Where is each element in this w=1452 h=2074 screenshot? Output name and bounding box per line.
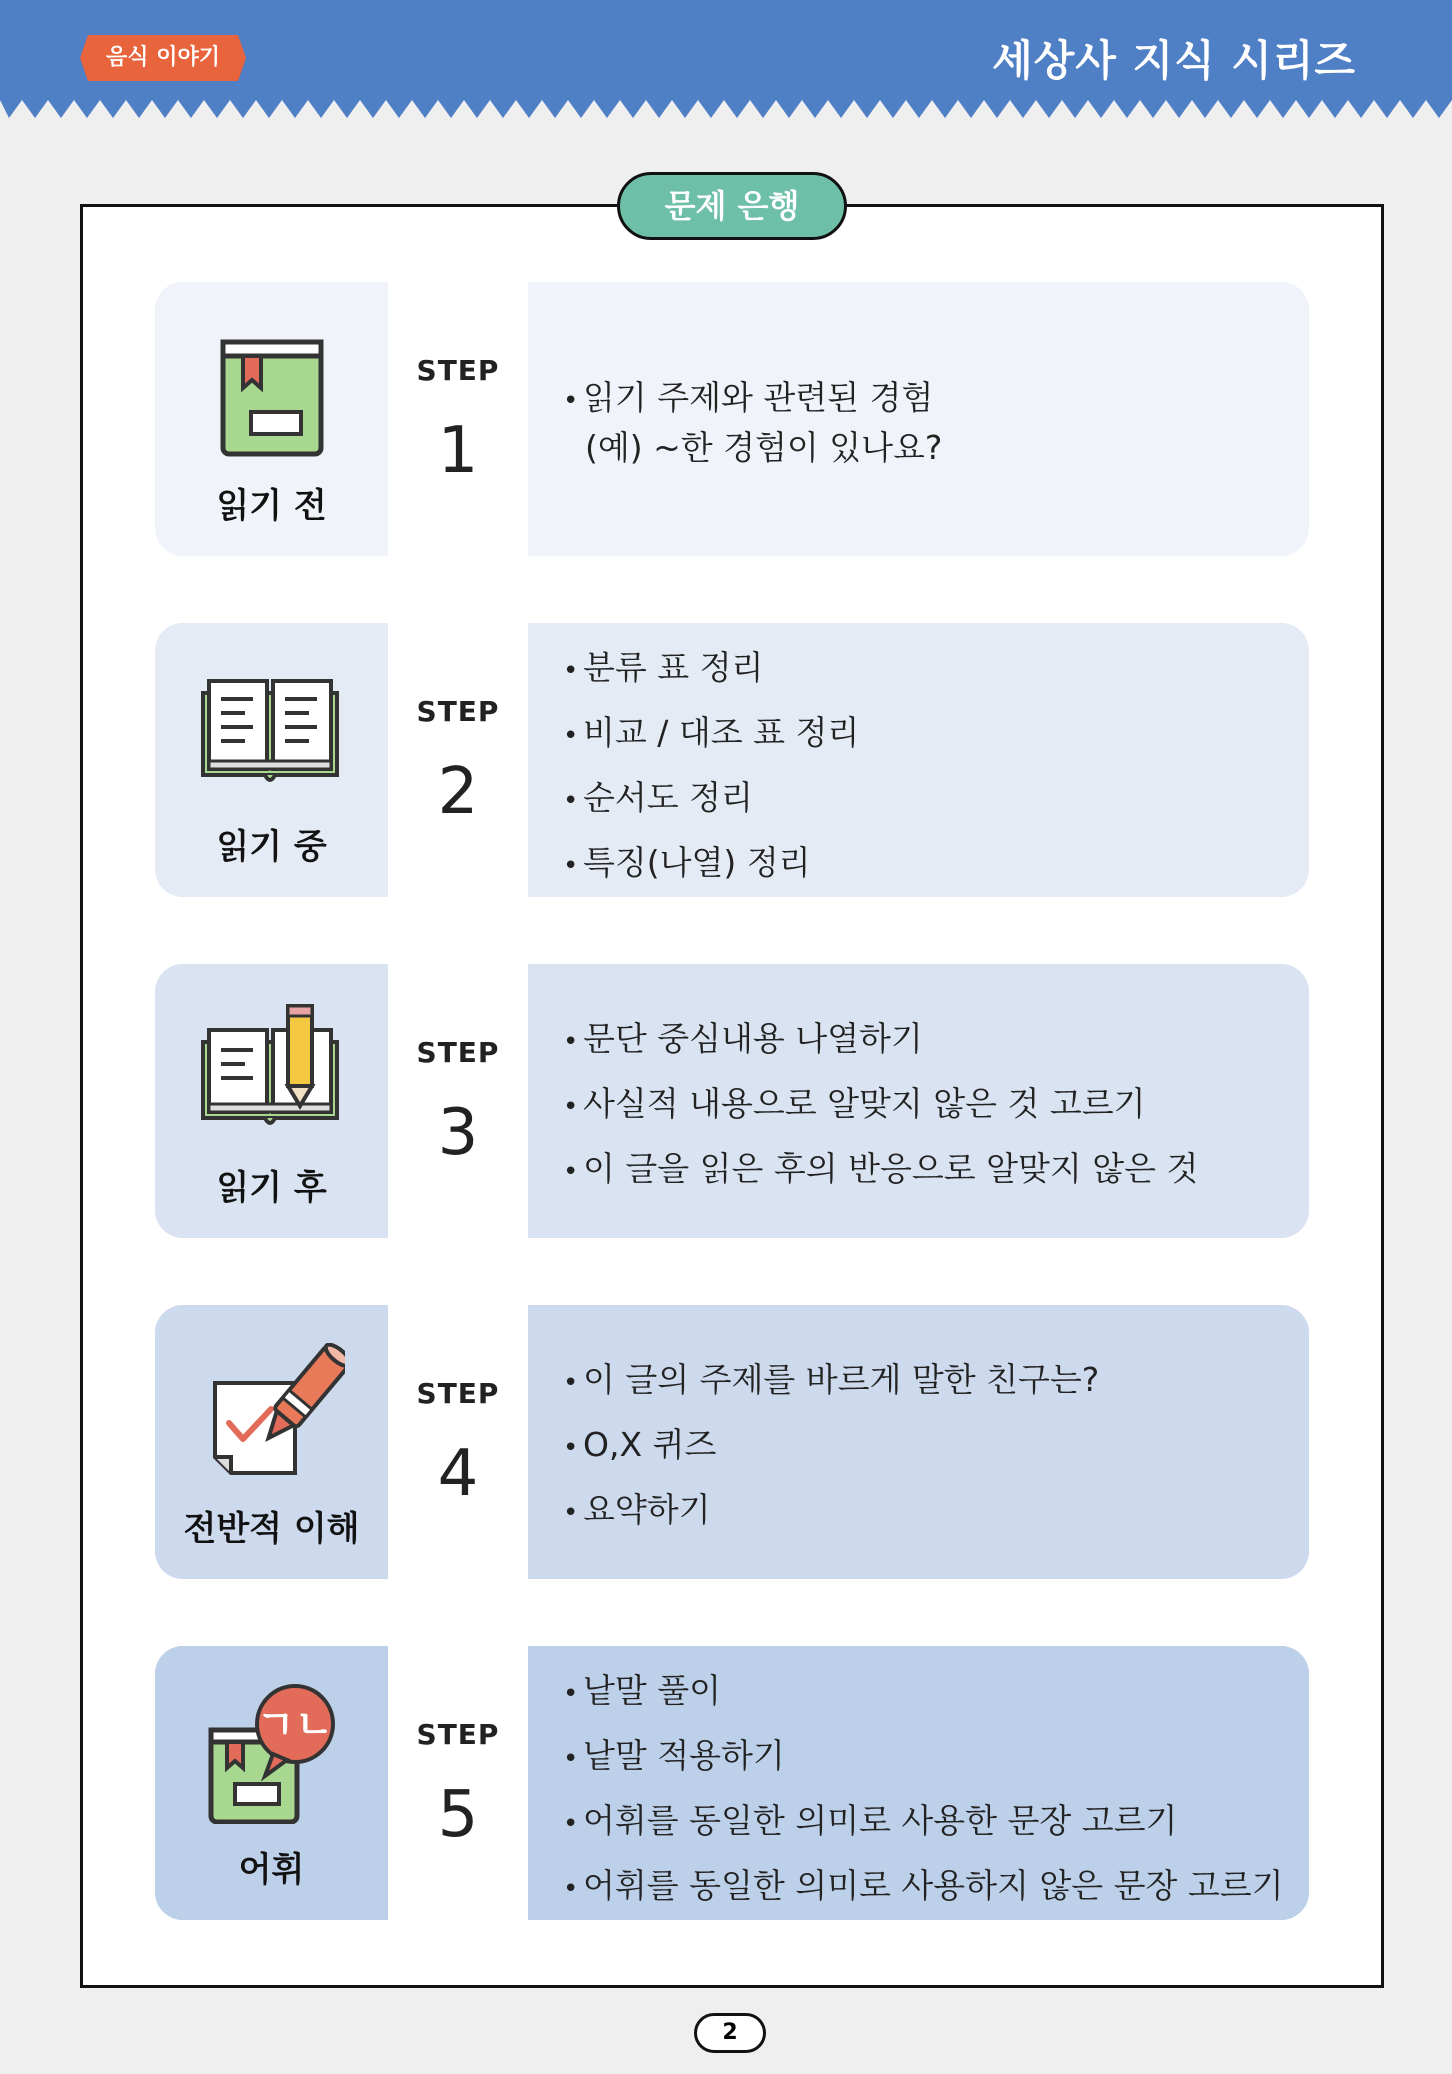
page-header: [0, 0, 1452, 122]
list-item: • 비교 / 대조 표 정리: [563, 713, 860, 752]
step-row-4: [155, 1305, 1309, 1579]
item-text: 순서도 정리: [583, 778, 753, 817]
step-number: 5: [437, 1778, 479, 1852]
step-content: [528, 1646, 1309, 1920]
item-text: 문단 중심내용 나열하기: [583, 1019, 923, 1058]
item-text: 비교 / 대조 표 정리: [583, 713, 860, 752]
page-number: 2: [694, 2013, 766, 2053]
step-category-1: [155, 282, 388, 556]
closed-book-icon: [195, 320, 345, 460]
series-title: 세상사 지식 시리즈: [992, 36, 1356, 85]
step-word: STEP: [416, 695, 500, 728]
step-number: 4: [437, 1437, 479, 1511]
step-row-5: [155, 1646, 1309, 1920]
open-book-icon: [195, 661, 345, 801]
step-badge: [388, 964, 528, 1238]
example-line: (예) ~한 경험이 있나요?: [585, 428, 943, 467]
step-label: 어휘: [238, 1850, 305, 1890]
list-item: • 낱말 풀이: [563, 1671, 722, 1710]
list-item: • 특징(나열) 정리: [563, 843, 811, 882]
step-badge: [388, 282, 528, 556]
item-text: 요약하기: [583, 1490, 711, 1529]
book-pencil-icon: [195, 1002, 345, 1142]
step-content: [528, 964, 1309, 1238]
item-text: 이 글을 읽은 후의 반응으로 알맞지 않은 것: [583, 1149, 1199, 1188]
item-text: 읽기 주제와 관련된 경험: [583, 378, 934, 417]
step-number: 3: [437, 1096, 479, 1170]
list-item: • 문단 중심내용 나열하기: [563, 1019, 923, 1058]
step-label: 읽기 전: [216, 486, 327, 526]
item-text: 어휘를 동일한 의미로 사용하지 않은 문장 고르기: [583, 1866, 1284, 1905]
step-word: STEP: [416, 354, 500, 387]
step-number: 1: [437, 414, 479, 488]
step-label: 읽기 중: [216, 827, 327, 867]
item-text: 특징(나열) 정리: [583, 843, 811, 882]
step-label: 전반적 이해: [183, 1509, 360, 1549]
list-item: • 사실적 내용으로 알맞지 않은 것 고르기: [563, 1084, 1146, 1123]
item-text: 사실적 내용으로 알맞지 않은 것 고르기: [583, 1084, 1146, 1123]
list-item: • 어휘를 동일한 의미로 사용하지 않은 문장 고르기: [563, 1866, 1284, 1905]
item-text: 이 글의 주제를 바르게 말한 친구는?: [583, 1360, 1100, 1399]
step-row-1: [155, 282, 1309, 556]
step-row-2: [155, 623, 1309, 897]
list-item: • 순서도 정리: [563, 778, 753, 817]
bubble-text: ㄱㄴ: [256, 1702, 334, 1748]
step-category-5: [155, 1646, 388, 1920]
step-row-3: [155, 964, 1309, 1238]
item-text: 낱말 적용하기: [583, 1736, 785, 1775]
list-item: • 이 글의 주제를 바르게 말한 친구는?: [563, 1360, 1100, 1399]
item-text: 어휘를 동일한 의미로 사용한 문장 고르기: [583, 1801, 1178, 1840]
list-item: • 요약하기: [563, 1490, 711, 1529]
step-number: 2: [437, 755, 479, 829]
step-label: 읽기 후: [216, 1168, 327, 1208]
step-category-4: [155, 1305, 388, 1579]
step-badge: [388, 1305, 528, 1579]
category-tag-label: 음식 이야기: [106, 45, 220, 70]
checklist-marker-icon: [195, 1343, 345, 1483]
item-text: O,X 퀴즈: [583, 1425, 717, 1464]
step-word: STEP: [416, 1377, 500, 1410]
list-item: • O,X 퀴즈: [563, 1425, 717, 1464]
item-text: 분류 표 정리: [583, 648, 764, 687]
category-tag: [78, 33, 248, 83]
step-badge: [388, 623, 528, 897]
item-text: 낱말 풀이: [583, 1671, 722, 1710]
list-item: • 낱말 적용하기: [563, 1736, 785, 1775]
section-title: 문제 은행: [617, 172, 847, 240]
step-category-3: [155, 964, 388, 1238]
step-content: [528, 1305, 1309, 1579]
vocabulary-book-icon: [195, 1684, 345, 1824]
step-content: [528, 623, 1309, 897]
step-word: STEP: [416, 1036, 500, 1069]
step-content: [528, 282, 1309, 556]
list-item: • 어휘를 동일한 의미로 사용한 문장 고르기: [563, 1801, 1178, 1840]
list-item: • 분류 표 정리: [563, 648, 764, 687]
list-item: • 이 글을 읽은 후의 반응으로 알맞지 않은 것: [563, 1149, 1199, 1188]
step-category-2: [155, 623, 388, 897]
step-word: STEP: [416, 1718, 500, 1751]
step-badge: [388, 1646, 528, 1920]
list-item: • 읽기 주제와 관련된 경험: [563, 378, 934, 417]
